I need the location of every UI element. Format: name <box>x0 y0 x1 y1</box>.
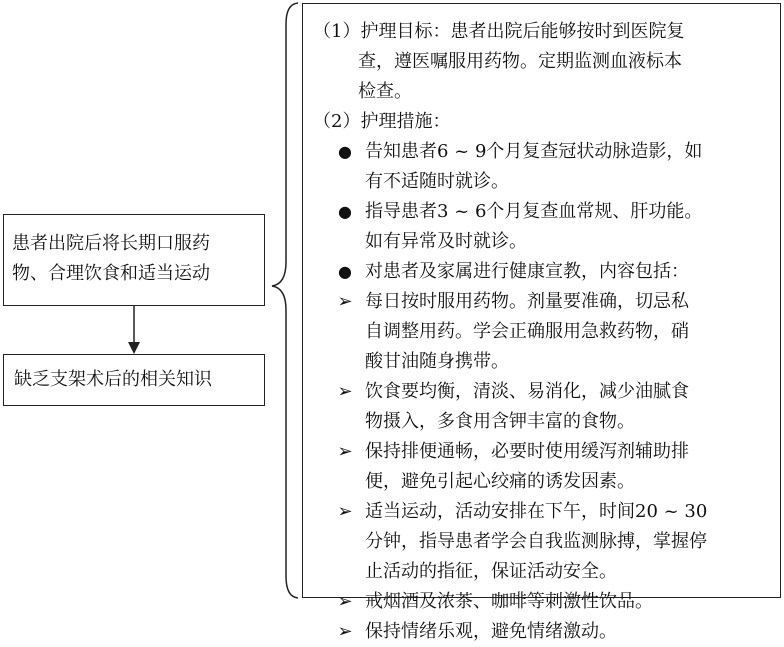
goal-line: （1）护理目标：患者出院后能够按时到医院复 <box>313 21 685 42</box>
education-item-exercise: ➢ 适当运动，活动安排在下午，时间20 ~ 30 分钟，指导患者学会自我监测脉搏，掌握停 止活动的指征，保证活动安全。 <box>313 497 770 587</box>
education-item-bowel: ➢ 保持排便通畅，必要时使用缓泻剂辅助排 便，避免引起心绞痛的诱发因素。 <box>313 437 770 497</box>
bullet-item-health-education: ● 对患者及家属进行健康宣教，内容包括： <box>313 257 770 287</box>
arrow-bullet-icon: ➢ <box>337 291 353 312</box>
education-item-stimulants: ➢ 戒烟酒及浓茶、咖啡等刺激性饮品。 <box>313 587 770 617</box>
effect-label: 缺乏支架术后的相关知识 <box>14 369 212 390</box>
arrow-bullet-icon: ➢ <box>337 441 353 462</box>
cause-line: 患者出院后将长期口服药 <box>12 233 210 254</box>
education-item-emotion: ➢ 保持情绪乐观，避免情绪激动。 <box>313 617 770 647</box>
brace-path <box>272 3 298 598</box>
arrow-bullet-icon: ➢ <box>337 591 353 612</box>
goal-line: 查，遵医嘱服用药物。定期监测血液标本 <box>358 51 682 72</box>
arrow-bullet-icon: ➢ <box>337 381 353 402</box>
cause-line: 物、合理饮食和适当运动 <box>12 263 210 284</box>
education-item-medication: ➢ 每日按时服用药物。剂量要准确，切忌私 自调整用药。学会正确服用急救药物，硝 酸甘油随身携带。 <box>313 287 770 377</box>
bullet-icon: ● <box>338 142 352 161</box>
goal-line: 检查。 <box>358 81 412 102</box>
bullet-item-followup-angiography: ● 告知患者6 ~ 9个月复查冠状动脉造影，如 有不适随时就诊。 <box>313 137 770 197</box>
nursing-measures-heading: （2）护理措施： <box>313 111 451 132</box>
arrow-bullet-icon: ➢ <box>337 621 353 642</box>
nursing-plan-box <box>302 3 781 642</box>
nursing-goal <box>313 17 770 107</box>
bullet-icon: ● <box>338 202 352 221</box>
education-item-diet: ➢ 饮食要均衡，清淡、易消化，减少油腻食 物摄入，多食用含钾丰富的食物。 <box>313 377 770 437</box>
bullet-item-followup-blood: ● 指导患者3 ~ 6个月复查血常规、肝功能。 如有异常及时就诊。 <box>313 197 770 257</box>
arrow-bullet-icon: ➢ <box>337 501 353 522</box>
bullet-icon: ● <box>338 262 352 281</box>
